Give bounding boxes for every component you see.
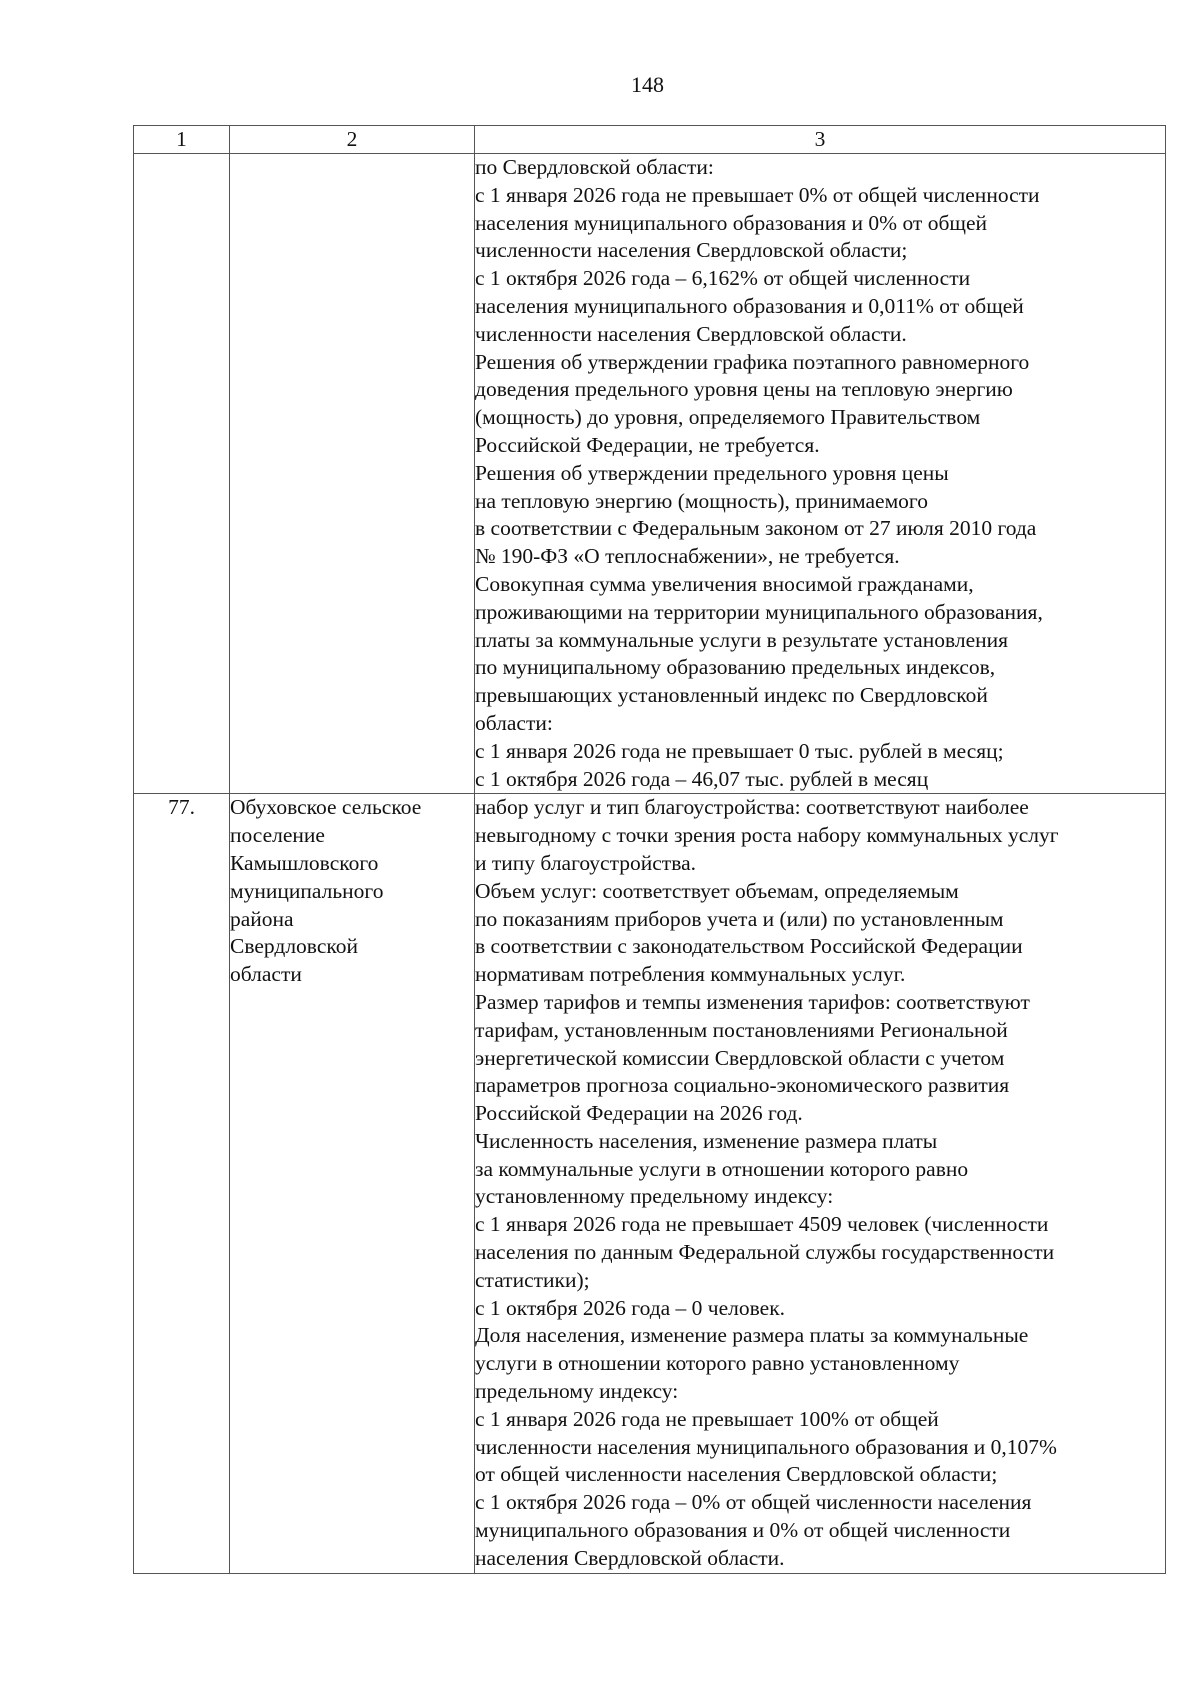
municipality-name-cell — [230, 794, 475, 1573]
text-line: в соответствии с Федеральным законом от 27 июля 2010 года — [475, 516, 1037, 541]
text-line: численности населения Свердловской области. — [475, 321, 907, 346]
text-line: нормативам потребления коммунальных услуг. — [475, 962, 906, 987]
text-line: параметров прогноза социально-экономического развития — [475, 1073, 1010, 1098]
text-line: статистики); — [475, 1267, 590, 1292]
text-line: с 1 января 2026 года не превышает 0% от общей численности — [475, 182, 1040, 207]
text-line: тарифам, установленным постановлениями Региональной — [475, 1017, 1008, 1042]
row-number-cell — [134, 154, 230, 794]
text-line: с 1 января 2026 года не превышает 0 тыс. рублей в месяц; — [475, 738, 1004, 763]
text-line: проживающими на территории муниципального образования, — [475, 599, 1043, 624]
column-header-1: 1 — [134, 126, 230, 154]
text-line: с 1 января 2026 года не превышает 4509 человек (численности — [475, 1212, 1049, 1237]
table-row-77 — [134, 794, 1166, 1573]
text-line: услуги в отношении которого равно установленному — [475, 1351, 960, 1376]
text-line: Российской Федерации, не требуется. — [475, 432, 820, 457]
text-line: области — [230, 962, 302, 987]
text-line: (мощность) до уровня, определяемого Правительством — [475, 405, 981, 430]
text-line: в соответствии с законодательством Российской Федерации — [475, 934, 1023, 959]
text-line: предельному индексу: — [475, 1379, 679, 1404]
text-line: платы за коммунальные услуги в результате установления — [475, 627, 1009, 652]
text-line: муниципального — [230, 878, 384, 903]
text-line: Размер тарифов и темпы изменения тарифов: соответствуют — [475, 989, 1030, 1014]
column-header-2: 2 — [230, 126, 475, 154]
text-line: доведения предельного уровня цены на тепловую энергию — [475, 377, 1013, 402]
text-line: № 190-ФЗ «О теплоснабжении», не требуется. — [475, 544, 900, 569]
page-number: 148 — [631, 72, 664, 97]
text-line: Решения об утверждении предельного уровня цены — [475, 460, 949, 485]
text-line: населения муниципального образования и 0% от общей — [475, 210, 987, 235]
text-line: Численность населения, изменение размера платы — [475, 1128, 938, 1153]
municipality-name-cell — [230, 154, 475, 794]
document-table — [133, 125, 1166, 1574]
text-line: района — [230, 906, 294, 931]
text-line: населения Свердловской области. — [475, 1545, 785, 1570]
text-line: с 1 октября 2026 года – 0% от общей численности населения — [475, 1490, 1032, 1515]
text-line: поселение — [230, 823, 325, 848]
text-line: численности населения Свердловской области; — [475, 238, 908, 263]
text-line: и типу благоустройства. — [475, 850, 696, 875]
text-line: по Свердловской области: — [475, 155, 714, 179]
text-line: Совокупная сумма увеличения вносимой гражданами, — [475, 571, 974, 596]
text-line: с 1 января 2026 года не превышает 100% от общей — [475, 1406, 939, 1431]
text-line: на тепловую энергию (мощность), принимаемого — [475, 488, 928, 513]
table-header-row — [134, 126, 1166, 154]
text-line: по муниципальному образованию предельных индексов, — [475, 655, 996, 680]
text-line: населения по данным Федеральной службы государственности — [475, 1240, 1055, 1265]
text-line: от общей численности населения Свердловской области; — [475, 1462, 998, 1487]
text-line: муниципального образования и 0% от общей численности — [475, 1518, 1011, 1543]
text-line: Доля населения, изменение размера платы за коммунальные — [475, 1323, 1029, 1348]
text-line: Камышловского — [230, 850, 379, 875]
text-line: с 1 октября 2026 года – 46,07 тыс. рублей в месяц — [475, 766, 929, 791]
row-number-cell: 77. — [134, 794, 230, 1573]
text-line: с 1 октября 2026 года – 0 человек. — [475, 1295, 786, 1320]
text-line: Объем услуг: соответствует объемам, определяемым — [475, 878, 959, 903]
text-line: невыгодному с точки зрения роста набору коммунальных услуг — [475, 823, 1059, 848]
text-line: с 1 октября 2026 года – 6,162% от общей численности — [475, 266, 971, 291]
text-line: за коммунальные услуги в отношении которого равно — [475, 1156, 969, 1181]
text-line: Обуховское сельское — [230, 795, 422, 820]
text-line: энергетической комиссии Свердловской области с учетом — [475, 1045, 1005, 1070]
text-line: Свердловской — [230, 934, 358, 959]
description-cell — [475, 154, 1166, 794]
text-line: по показаниям приборов учета и (или) по установленным — [475, 906, 1004, 931]
table-row-continuation — [134, 154, 1166, 794]
text-line: превышающих установленный индекс по Свердловской — [475, 683, 988, 708]
text-line: Российской Федерации на 2026 год. — [475, 1101, 803, 1126]
text-line: установленному предельному индексу: — [475, 1184, 834, 1209]
column-header-3: 3 — [475, 126, 1166, 154]
text-line: Решения об утверждении графика поэтапного равномерного — [475, 349, 1030, 374]
text-line: набор услуг и тип благоустройства: соответствуют наиболее — [475, 795, 1029, 820]
text-line: области: — [475, 710, 553, 735]
text-line: населения муниципального образования и 0,011% от общей — [475, 293, 1024, 318]
text-line: численности населения муниципального образования и 0,107% — [475, 1434, 1057, 1459]
description-cell — [475, 794, 1166, 1573]
